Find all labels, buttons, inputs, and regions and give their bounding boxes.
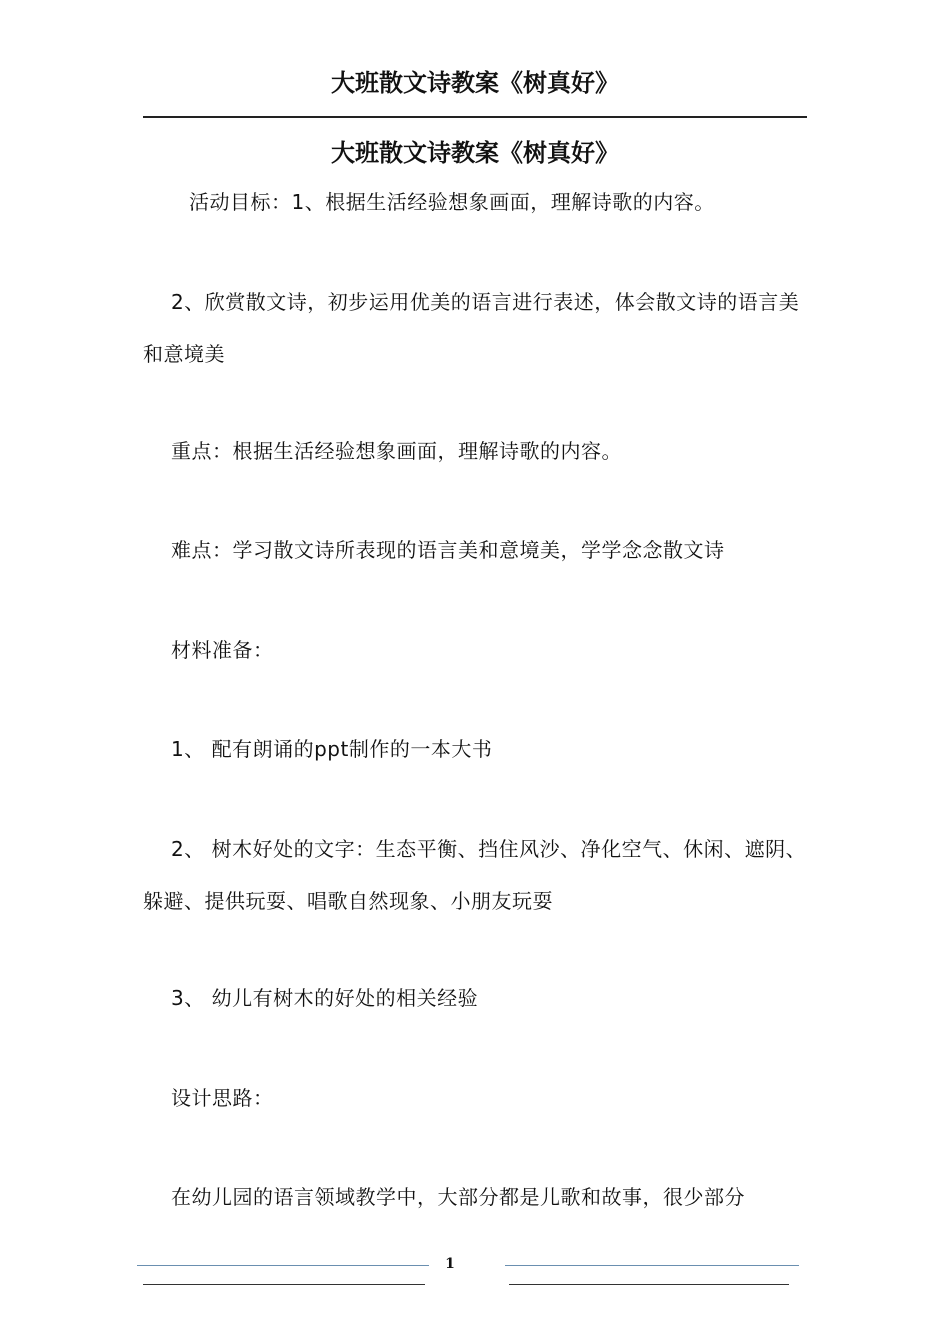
footer-rule-right-top — [505, 1265, 799, 1266]
footer-rule-left-bottom — [143, 1284, 425, 1285]
paragraph-body: 在幼儿园的语言领域教学中，大部分都是儿歌和故事，很少部分 — [171, 1185, 745, 1209]
material-item-2: 2、 树木好处的文字：生态平衡、挡住风沙、净化空气、休闲、遮阴、躲避、提供玩耍、唱歌自然现象、小朋友玩耍 — [143, 837, 807, 913]
materials-heading: 材料准备： — [171, 638, 274, 662]
material-item-3: 3、 幼儿有树木的好处的相关经验 — [171, 986, 479, 1010]
page-number: 1 — [445, 1256, 455, 1272]
footer-rule-right-bottom — [509, 1284, 789, 1285]
paragraph-difficulty: 难点：学习散文诗所表现的语言美和意境美，学学念念散文诗 — [171, 538, 725, 562]
paragraph-goal-2: 2、欣赏散文诗，初步运用优美的语言进行表述，体会散文诗的语言美和意境美 — [143, 290, 800, 366]
paragraph-goal-1: 活动目标：1、根据生活经验想象画面，理解诗歌的内容。 — [189, 190, 715, 214]
design-heading: 设计思路： — [171, 1086, 274, 1110]
page-header-title: 大班散文诗教案《树真好》 — [331, 69, 619, 97]
header-divider — [143, 116, 807, 118]
material-item-1: 1、 配有朗诵的ppt制作的一本大书 — [171, 737, 493, 761]
paragraph-key-point: 重点：根据生活经验想象画面，理解诗歌的内容。 — [171, 439, 622, 463]
document-title: 大班散文诗教案《树真好》 — [331, 139, 619, 167]
footer-rule-left-top — [137, 1265, 429, 1266]
